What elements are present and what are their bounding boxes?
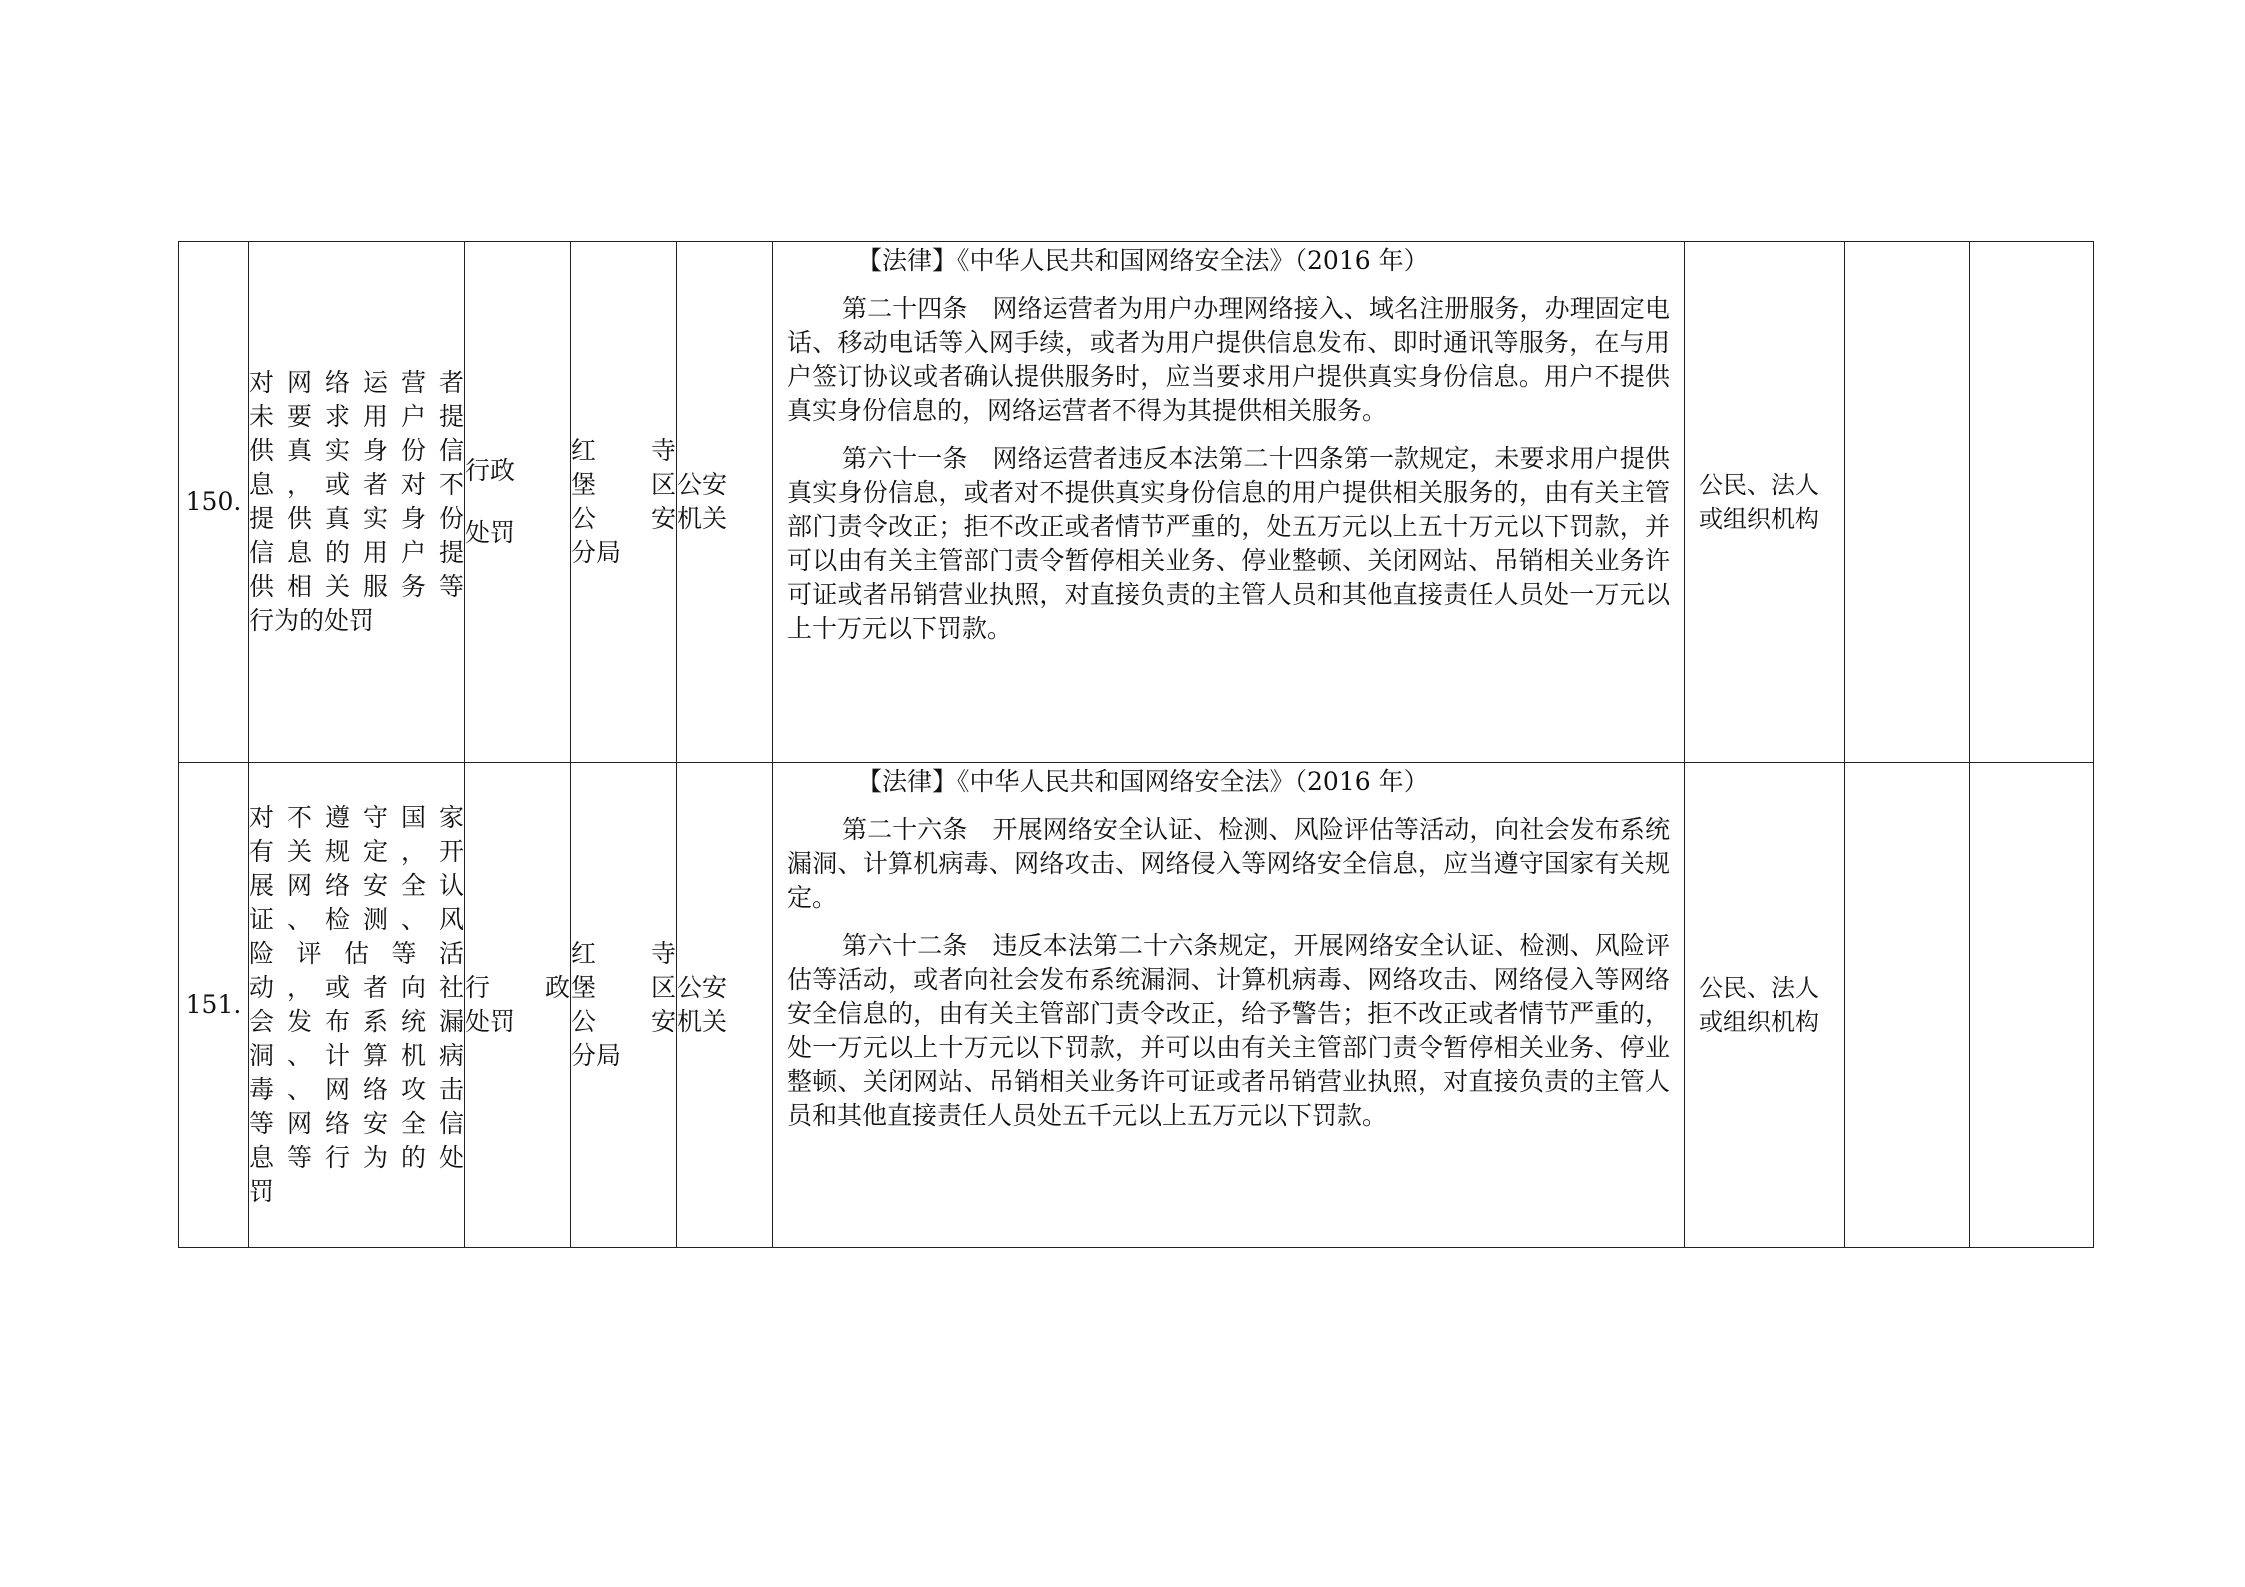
target-party: 公民、法人 或组织机构 [1685, 763, 1845, 1248]
item-number: 151. [179, 763, 249, 1248]
item-name: 对网络运营者 未要求用户提 供真实身份信 息，或者对不 提供真实身份 信息的用户提 供相关服务等 行为的处罚 [249, 242, 465, 763]
empty-cell [1845, 242, 1970, 763]
table-row [179, 242, 2094, 763]
empty-cell [1970, 763, 2094, 1248]
table-row [179, 763, 2094, 1248]
power-type: 行 政 处罚 [465, 763, 571, 1248]
implementing-unit: 红 寺 堡 区 公 安 分局 [571, 242, 677, 763]
basis-heading: 【法律】《中华人民共和国网络安全法》（2016 年） [857, 767, 1429, 796]
responsible-organ: 公安 机关 [677, 242, 773, 763]
legal-basis [773, 763, 1685, 1248]
basis-article: 第二十六条 开展网络安全认证、检测、风险评估等活动，向社会发布系统漏洞、计算机病毒、网络攻击、网络侵入等网络安全信息，应当遵守国家有关规定。 [787, 815, 1670, 912]
responsible-organ: 公安 机关 [677, 763, 773, 1248]
empty-cell [1970, 242, 2094, 763]
item-name: 对不遵守国家 有关规定，开 展网络安全认 证、检测、风 险评估等活 动，或者向社 会发布系统漏 洞、计算机病 毒、网络攻击 等网络安全信 息等行为的处 罚 [249, 763, 465, 1248]
empty-cell [1845, 763, 1970, 1248]
basis-heading: 【法律】《中华人民共和国网络安全法》（2016 年） [857, 246, 1429, 275]
basis-article: 第二十四条 网络运营者为用户办理网络接入、域名注册服务，办理固定电话、移动电话等入网手续，或者为用户提供信息发布、即时通讯等服务，在与用户签订协议或者确认提供服务时，应当要求用户提供真实身份信息。用户不提供真实身份信息的，网络运营者不得为其提供相关服务。 [787, 294, 1670, 425]
power-type: 行政 处罚 [465, 242, 571, 763]
legal-basis [773, 242, 1685, 763]
implementing-unit: 红 寺 堡 区 公 安 分局 [571, 763, 677, 1248]
basis-article: 第六十二条 违反本法第二十六条规定，开展网络安全认证、检测、风险评估等活动，或者向社会发布系统漏洞、计算机病毒、网络攻击、网络侵入等网络安全信息的，由有关主管部门责令改正，给予警告；拒不改正或者情节严重的，处一万元以上十万元以下罚款，并可以由有关主管部门责令暂停相关业务、停业整顿、关闭网站、吊销相关业务许可证或者吊销营业执照，对直接负责的主管人员和其他直接责任人员处五千元以上五万元以下罚款。 [787, 931, 1670, 1130]
power-list-table [178, 241, 2094, 1248]
target-party: 公民、法人 或组织机构 [1685, 242, 1845, 763]
basis-article: 第六十一条 网络运营者违反本法第二十四条第一款规定，未要求用户提供真实身份信息，或者对不提供真实身份信息的用户提供相关服务的，由有关主管部门责令改正；拒不改正或者情节严重的，处五万元以上五十万元以下罚款，并可以由有关主管部门责令暂停相关业务、停业整顿、关闭网站、吊销相关业务许可证或者吊销营业执照，对直接负责的主管人员和其他直接责任人员处一万元以上十万元以下罚款。 [787, 444, 1670, 643]
item-number: 150. [179, 242, 249, 763]
